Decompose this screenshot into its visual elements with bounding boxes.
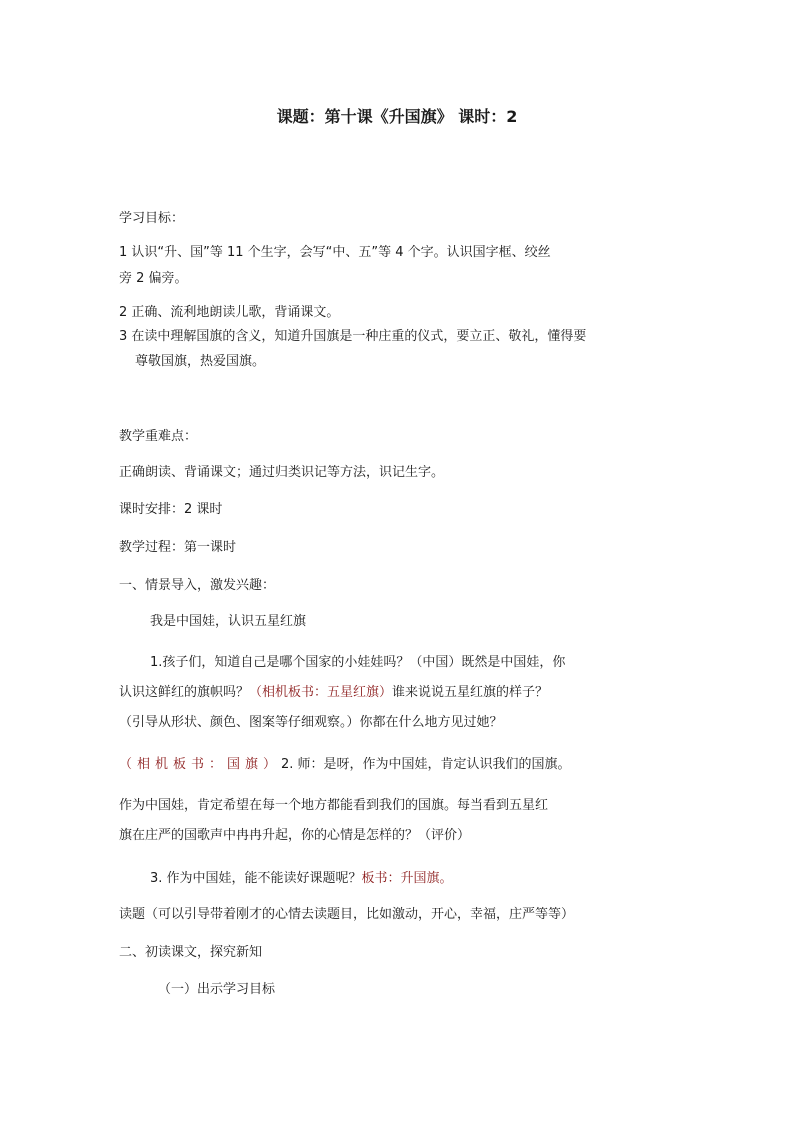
subsection-1-heading: （一）出示学习目标: [158, 982, 276, 997]
paragraph-1-line-2-start: 认识这鲜红的旗帜吗？: [119, 685, 250, 700]
paragraph-1-line-2: [119, 684, 548, 702]
section-1-heading: 一、情景导入，激发兴趣：: [119, 578, 276, 593]
objective-3-line-1: 3 在读中理解国旗的含义，知道升国旗是一种庄重的仪式，要立正、敬礼，懂得要: [119, 329, 587, 344]
paragraph-1-line-1: 1.孩子们，知道自己是哪个国家的小娃娃吗？（中国）既然是中国娃，你: [150, 655, 566, 670]
paragraph-2-line-2: 作为中国娃，肯定希望在每一个地方都能看到我们的国旗。每当看到五星红: [119, 798, 549, 813]
board-note-five-star-flag: （相机板书：五星红旗）: [249, 685, 393, 700]
process-heading: 教学过程：第一课时: [119, 540, 237, 555]
paragraph-2-line-1-rest: 2. 师：是呀，作为中国娃，肯定认识我们的国旗。: [281, 757, 571, 772]
objective-1-line-1: 1 认识“升、国”等 11 个生字，会写“中、五”等 4 个字。认识国字框、绞丝: [119, 245, 551, 260]
section-2-heading: 二、初读课文，探究新知: [119, 945, 263, 960]
intro-line: 我是中国娃，认识五星红旗: [150, 614, 307, 629]
paragraph-2-line-1: [119, 756, 571, 774]
paragraph-1-line-3: （引导从形状、颜色、图案等仔细观察。）你都在什么地方见过她？: [119, 715, 503, 730]
paragraph-1-line-2-end: 谁来说说五星红旗的样子？: [392, 685, 549, 700]
objective-2: 2 正确、流利地朗读儿歌，背诵课文。: [119, 305, 340, 320]
reading-instruction: 读题（可以引导带着刚才的心情去读题目，比如激动，开心，幸福，庄严等等）: [119, 907, 575, 922]
paragraph-3: [150, 870, 453, 888]
paragraph-2-line-3: 旗在庄严的国歌声中冉冉升起，你的心情是怎样的？（评价）: [119, 828, 471, 843]
board-note-national-flag: （相机板书：国旗）: [119, 757, 282, 772]
schedule: 课时安排：2 课时: [119, 502, 223, 517]
lesson-title: 课题：第十课《升国旗》 课时：2: [276, 107, 518, 126]
keypoints-heading: 教学重难点：: [119, 429, 198, 444]
board-note-raise-flag: 板书：升国旗。: [361, 871, 453, 886]
keypoints-content: 正确朗读、背诵课文；通过归类识记等方法，识记生字。: [119, 465, 445, 480]
objective-3-line-2: 尊敬国旗，热爱国旗。: [135, 354, 266, 369]
objectives-heading: 学习目标：: [119, 211, 185, 226]
paragraph-3-text: 3. 作为中国娃，能不能读好课题呢？: [150, 871, 362, 886]
objective-1-line-2: 旁 2 偏旁。: [119, 271, 188, 286]
